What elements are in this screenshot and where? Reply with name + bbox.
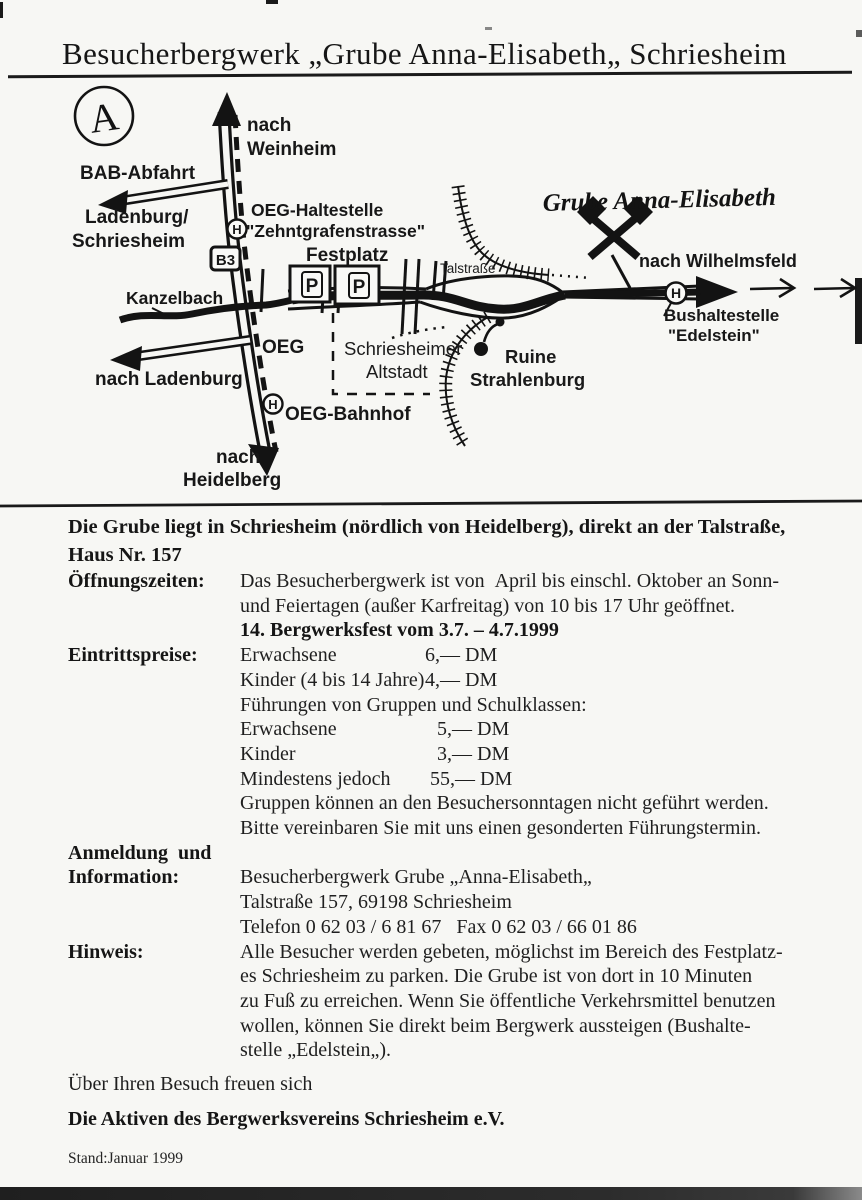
svg-text:H: H — [268, 397, 278, 412]
label-edelstein: "Edelstein" — [668, 326, 760, 345]
label-anmeldung: Anmeldung und — [68, 841, 212, 864]
arrow-ladenburg-icon — [110, 346, 142, 371]
b3-sign — [211, 247, 240, 270]
label-nach-ladenburg: nach Ladenburg — [95, 369, 243, 390]
fuehrungen-intro: Führungen von Gruppen und Schulklassen: — [240, 693, 587, 716]
contact-phone: Telefon 0 62 03 / 6 81 67 Fax 0 62 03 / 66 01 86 — [240, 915, 637, 938]
label-ladenburg: Ladenburg/ — [85, 207, 189, 228]
parking-area — [290, 266, 379, 304]
info-section — [68, 514, 838, 1133]
price-row: Kinder (4 bis 14 Jahre)4,— DM — [240, 668, 498, 691]
price-row: Erwachsene 5,— DM — [240, 718, 510, 741]
price-row: Kinder 3,— DM — [240, 742, 510, 765]
label-schriesheimer-altstadt: Altstadt — [366, 361, 428, 382]
label-bushaltestelle: Bushaltestelle — [664, 306, 780, 325]
label-eintrittspreise: Eintrittspreise: — [68, 644, 198, 667]
intro-line: Die Grube liegt in Schriesheim (nördlich von Heidelberg), direkt an der Talstraße, — [68, 516, 786, 538]
svg-text:H: H — [232, 222, 242, 237]
opening-hours-text: und Feiertagen (außer Karfreitag) von 10 bis 17 Uhr geöffnet. — [240, 594, 736, 617]
stand-note: Stand:Januar 1999 — [68, 1150, 183, 1167]
road-ladenburg-branch — [110, 340, 250, 371]
label-ladenburg: Schriesheim — [72, 231, 185, 252]
label-zehntgrafenstrasse: "Zehntgrafenstrasse" — [246, 221, 426, 241]
label-nach-heidelberg: Heidelberg — [183, 470, 282, 491]
closing-text: Über Ihren Besuch freuen sich — [68, 1073, 313, 1096]
label-grube-anna-elisabeth: Grube Anna-Elisabeth — [542, 183, 777, 217]
label-nach-heidelberg: nach — [216, 447, 261, 468]
group-note: Gruppen können an den Besuchersonntagen nicht geführt werden. — [240, 792, 769, 815]
label-ruine-strahlenburg: Ruine — [505, 346, 557, 367]
contact-address: Talstraße 157, 69198 Schriesheim — [240, 891, 512, 914]
group-note: Bitte vereinbaren Sie mit uns einen gesonderten Führungstermin. — [240, 817, 761, 840]
label-oeg-bahnhof: OEG-Bahnhof — [285, 404, 411, 425]
bergwerksfest-text: 14. Bergwerksfest vom 3.7. – 4.7.1999 — [240, 619, 559, 642]
label-hinweis: Hinweis: — [68, 940, 144, 963]
label-schriesheimer-altstadt: Schriesheimer — [344, 338, 463, 359]
price-row: Erwachsene 6,— DM — [240, 644, 498, 667]
b3-label: B3 — [215, 252, 236, 269]
opening-hours-text: Das Besucherbergwerk ist von April bis einschl. Oktober an Sonn- — [240, 570, 779, 592]
label-kanzelbach: Kanzelbach — [126, 288, 224, 308]
scan-bottom-bar — [0, 1187, 862, 1200]
label-nach-wilhelmsfeld: nach Wilhelmsfeld — [639, 251, 797, 271]
label-oeg-haltestelle: OEG-Haltestelle — [251, 200, 384, 220]
direction-arrows-right-icon — [750, 279, 855, 297]
label-nach-weinheim: Weinheim — [247, 139, 337, 160]
compass-a-label: A — [86, 93, 122, 142]
arrow-north-icon — [212, 92, 241, 126]
page-title: Besucherbergwerk „Grube Anna-Elisabeth„ Schriesheim — [62, 36, 787, 71]
parking-icon: P — [352, 277, 366, 298]
label-oeffnungszeiten: Öffnungszeiten: — [68, 570, 205, 592]
hinweis-text: Alle Besucher werden gebeten, möglichst im Bereich des Festplatz- — [240, 940, 783, 963]
label-nach-weinheim: nach — [247, 115, 292, 136]
hinweis-text: wollen, können Sie direkt beim Bergwerk aussteigen (Bushalte- — [240, 1014, 751, 1037]
label-talstrasse: Talstraße — [440, 261, 496, 276]
closing-signature: Die Aktiven des Bergwerksvereins Schriesheim e.V. — [68, 1108, 505, 1131]
hinweis-text: stelle „Edelstein„). — [240, 1039, 392, 1062]
svg-text:H: H — [670, 285, 682, 301]
arrow-wilhelmsfeld-icon — [696, 276, 738, 308]
intro-line: Haus Nr. 157 — [68, 543, 182, 566]
label-oeg: OEG — [262, 337, 305, 358]
tram-stop-oeg-bahnhof-icon — [264, 395, 283, 414]
hinweis-text: zu Fuß zu erreichen. Wenn Sie öffentliche Verkehrsmittel benutzen — [240, 989, 776, 1012]
tram-stop-zehntgrafenstrasse-icon — [228, 220, 247, 239]
label-ruine-strahlenburg: Strahlenburg — [470, 369, 586, 390]
hinweis-text: es Schriesheim zu parken. Die Grube ist von dort in 10 Minuten — [240, 965, 753, 988]
label-festplatz: Festplatz — [306, 245, 389, 266]
compass-a — [75, 87, 133, 145]
label-bab-abfahrt: BAB-Abfahrt — [80, 163, 196, 184]
price-row: Mindestens jedoch 55,— DM — [240, 767, 513, 790]
map — [0, 0, 862, 512]
parking-icon: P — [305, 276, 319, 297]
section-divider — [0, 501, 862, 506]
contact-name: Besucherbergwerk Grube „Anna-Elisabeth„ — [240, 866, 592, 889]
label-information: Information: — [68, 866, 180, 889]
